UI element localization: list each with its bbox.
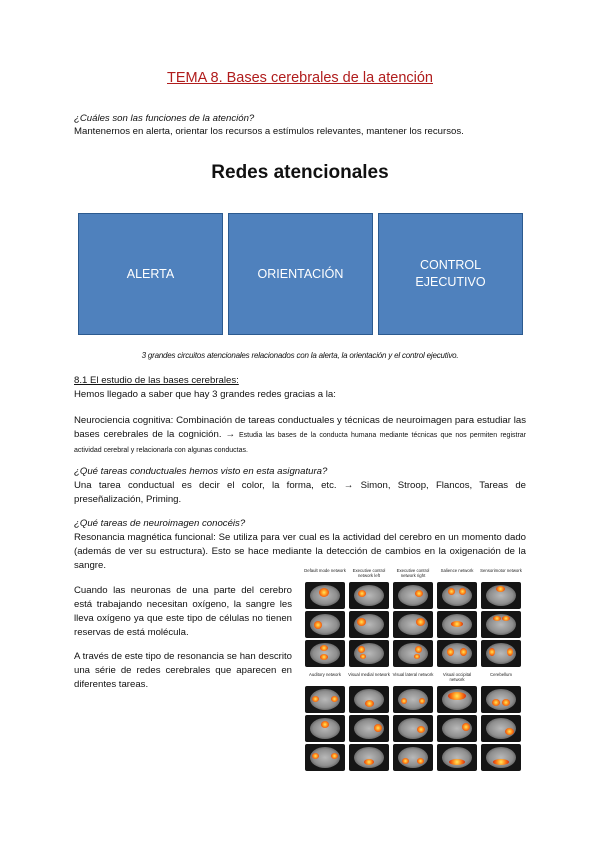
networks-paragraph: A través de este tipo de resonancia se han descrito una série de redes cerebrales que aparecen en diferentes tareas. — [74, 651, 292, 690]
figure-label: Visual medial network — [348, 672, 390, 677]
network-box-alerta — [78, 213, 223, 335]
brain-scan — [437, 640, 477, 667]
answer-functions: Mantenernos en alerta, orientar los recursos a estímulos relevantes, mantener los recursos. — [74, 126, 464, 137]
brain-scan — [437, 611, 477, 638]
network-label: ORIENTACIÓN — [257, 266, 344, 281]
figure-label: Salience network — [440, 568, 474, 573]
fmri-networks-figure — [301, 568, 523, 778]
brain-scan — [349, 582, 389, 609]
network-label-line2: EJECUTIVO — [415, 275, 486, 289]
brain-scan — [393, 582, 433, 609]
network-label: CONTROL — [419, 258, 482, 272]
brain-scan — [305, 686, 345, 713]
network-label: ALERTA — [126, 266, 175, 281]
figure-caption: 3 grandes circuitos atencionales relacionados con la alerta, la orientación y el control ejecutivo. — [141, 351, 459, 360]
brain-scan — [437, 715, 477, 742]
brain-scan — [481, 582, 521, 609]
brain-scan — [305, 611, 345, 638]
brain-scan — [349, 640, 389, 667]
brain-scan — [349, 715, 389, 742]
brain-scan — [393, 611, 433, 638]
oxygen-paragraph: Cuando las neuronas de una parte del cerebro está trabajando necesitan oxígeno, la sangre les lleva oxígeno ya que este tipo de células no tienen reservas de está molécula. — [74, 585, 292, 638]
brain-scan — [349, 611, 389, 638]
brain-scan — [393, 686, 433, 713]
neuroscience-main: Neurociencia cognitiva: Combinación de tareas conductuales y técnicas de neuroimagen para estudiar las bases cerebrales de la cognición. → — [74, 415, 526, 440]
network-box-control — [378, 213, 523, 335]
question-functions: ¿Cuáles son las funciones de la atención? — [74, 113, 255, 124]
brain-scan — [437, 582, 477, 609]
answer-neuroimaging: Resonancia magnética funcional: Se utiliza para ver cual es la actividad del cerebro en un momento dado (además de ver su estructura). Esto se hace mediante la detección de cambios en la oxigenación de la sangre. — [74, 532, 526, 571]
question-neuroimaging: ¿Qué tareas de neuroimagen conocéis? — [74, 518, 246, 529]
brain-scan — [393, 640, 433, 667]
figure-label: Executive control network left — [352, 568, 386, 578]
figure-label: Auditory network — [308, 672, 341, 677]
networks-heading: Redes atencionales — [211, 162, 389, 183]
figure-label: Default mode network — [304, 568, 346, 573]
brain-scan — [305, 744, 345, 771]
figure-label: Visual lateral network — [392, 672, 434, 677]
brain-scan — [393, 715, 433, 742]
figure-label: Visual occipital network — [442, 672, 472, 682]
section-intro: Hemos llegado a saber que hay 3 grandes redes gracias a la: — [74, 389, 336, 400]
brain-scan — [481, 611, 521, 638]
brain-scan — [437, 686, 477, 713]
brain-scan — [481, 744, 521, 771]
brain-scan — [305, 640, 345, 667]
brain-scan — [437, 744, 477, 771]
brain-scan — [305, 715, 345, 742]
network-box-orientacion — [228, 213, 373, 335]
neuroscience-paragraph — [74, 414, 526, 458]
figure-label: Executive control network right — [396, 568, 430, 578]
brain-scan — [481, 686, 521, 713]
brain-scan — [349, 744, 389, 771]
brain-scan — [393, 744, 433, 771]
figure-label: Cerebellum — [490, 672, 512, 677]
page-title: TEMA 8. Bases cerebrales de la atención — [167, 70, 433, 86]
question-behavioral: ¿Qué tareas conductuales hemos visto en esta asignatura? — [74, 466, 328, 477]
figure-label: Sensorimotor network — [480, 568, 522, 573]
brain-scan — [349, 686, 389, 713]
brain-scan — [481, 640, 521, 667]
section-heading: 8.1 El estudio de las bases cerebrales: — [74, 375, 239, 386]
answer-behavioral: Una tarea conductual es decir el color, la forma, etc. → Simon, Stroop, Flancos, Tareas de preseñalización, Priming. — [74, 480, 526, 505]
brain-scan — [481, 715, 521, 742]
brain-scan — [305, 582, 345, 609]
neuroscience-note: Estudia las bases de la conducta humana mediante técnicas que nos permiten registrar actividad cerebral y relacionarla con algunas conductas. — [74, 432, 526, 454]
